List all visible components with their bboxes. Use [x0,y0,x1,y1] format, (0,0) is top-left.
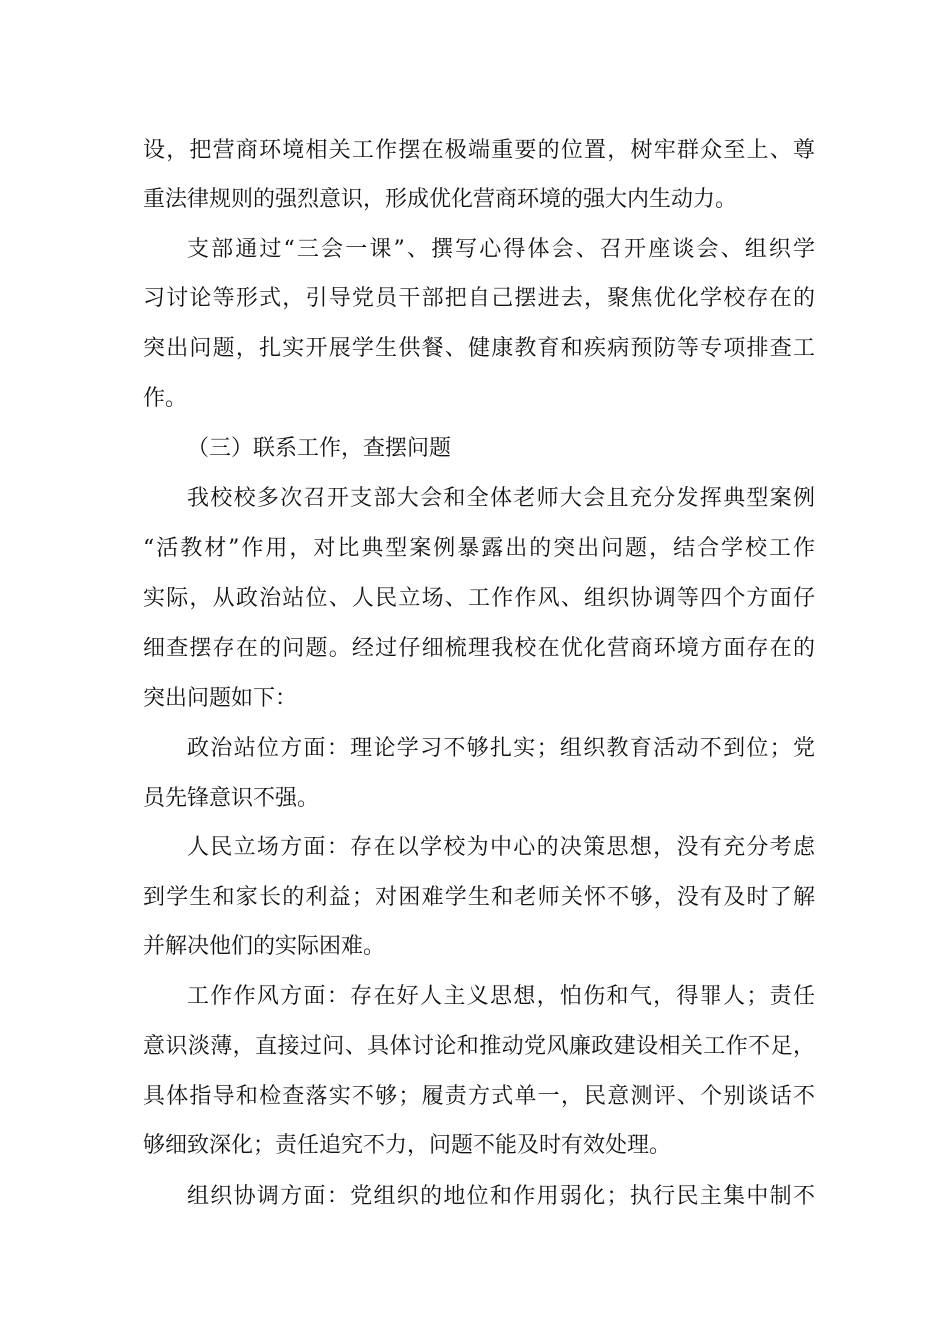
text-line: 工作作风方面：存在好人主义思想，怕伤和气，得罪人；责任 [187,984,815,1009]
text-line: 人民立场方面：存在以学校为中心的决策思想，没有充分考虑 [187,835,815,860]
text-line: 到学生和家长的利益；对困难学生和老师关怀不够，没有及时了解 [143,885,815,910]
text-line: 并解决他们的实际困难。 [143,934,386,959]
text-line: 组织协调方面：党组织的地位和作用弱化；执行民主集中制不 [187,1184,815,1209]
text-line: 实际，从政治站位、人民立场、工作作风、组织协调等四个方面仔 [143,586,815,611]
text-line: 政治站位方面：理论学习不够扎实；组织教育活动不到位；党 [187,736,815,761]
text-line: 细查摆存在的问题。经过仔细梳理我校在优化营商环境方面存在的 [143,636,815,661]
text-line: 设，把营商环境相关工作摆在极端重要的位置，树牢群众至上、尊 [143,138,815,163]
text-line: 突出问题如下： [143,686,298,711]
text-line: 具体指导和检查落实不够；履责方式单一，民意测评、个别谈话不 [143,1084,815,1109]
text-line: 支部通过“三会一课”、撰写心得体会、召开座谈会、组织学 [187,237,815,262]
text-line: 突出问题，扎实开展学生供餐、健康教育和疾病预防等专项排查工 [143,336,815,361]
text-line: 重法律规则的强烈意识，形成优化营商环境的强大内生动力。 [143,187,738,212]
text-line: “活教材”作用，对比典型案例暴露出的突出问题，结合学校工作 [143,536,815,561]
text-line: 习讨论等形式，引导党员干部把自己摆进去，聚焦优化学校存在的 [143,286,815,311]
text-line: 我校校多次召开支部大会和全体老师大会且充分发挥典型案例 [187,486,815,511]
text-line: 意识淡薄，直接过问、具体讨论和推动党风廉政建设相关工作不足， [143,1034,815,1059]
section-heading: （三）联系工作，查摆问题 [187,436,452,461]
text-line: 员先锋意识不强。 [143,786,320,811]
text-line: 作。 [143,386,188,411]
text-line: 够细致深化；责任追究不力，问题不能及时有效处理。 [143,1133,672,1158]
